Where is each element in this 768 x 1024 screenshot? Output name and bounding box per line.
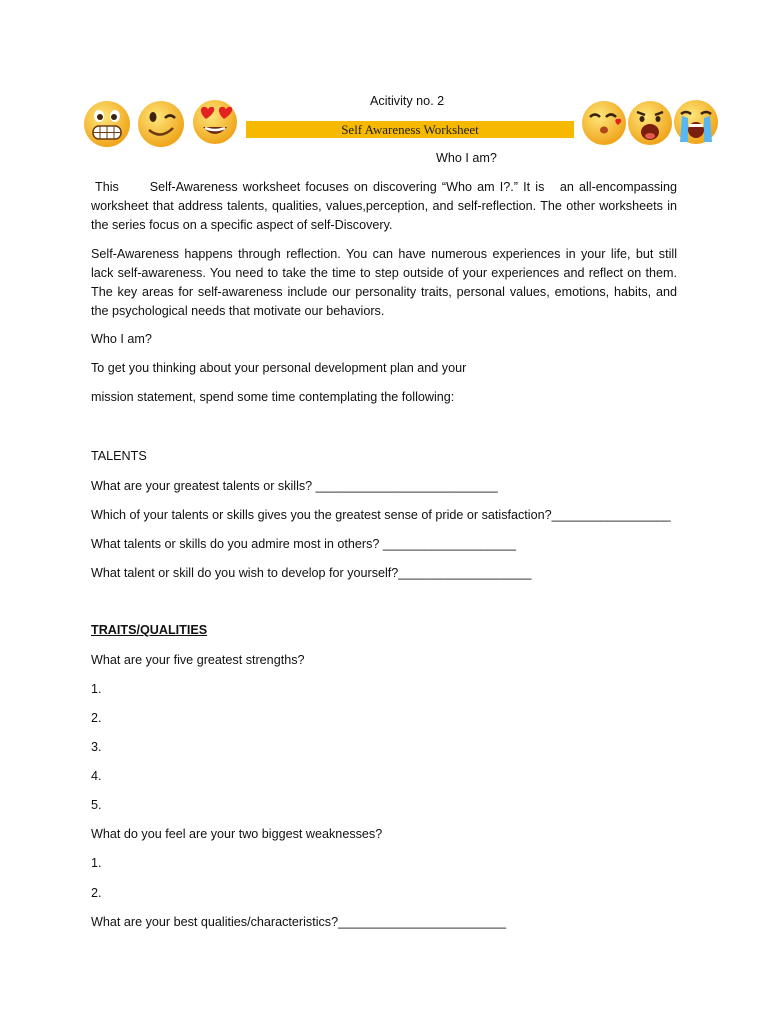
weakness-item: 2.	[91, 886, 102, 900]
traits-question-1: What are your five greatest strengths?	[91, 653, 305, 667]
intro-line-1: To get you thinking about your personal development plan and your	[91, 361, 467, 375]
intro-line-2: mission statement, spend some time contemplating the following:	[91, 390, 455, 404]
activity-label: Acitivity no. 2	[370, 94, 445, 108]
crying-face-icon	[672, 98, 720, 146]
talents-question-3: What talents or skills do you admire most in others? ___________________	[91, 537, 516, 551]
traits-question-3: What are your best qualities/characteristics?________________________	[91, 915, 507, 929]
strength-item: 2.	[91, 711, 102, 725]
weakness-item: 1.	[91, 856, 102, 870]
traits-heading: TRAITS/QUALITIES	[91, 623, 208, 637]
talents-heading: TALENTS	[91, 449, 147, 463]
heart-eyes-face-icon	[191, 97, 239, 145]
intro-paragraph-2: Self-Awareness happens through reflection. You can have numerous experiences in your life, but still lack self-awareness. You need to take the time to step outside of your experiences and reflect on them. The key areas for self-awareness include our personality traits, personal values, emotions, habits, and the psychological needs that motivate our behaviors.	[91, 247, 677, 318]
kissing-face-icon	[580, 99, 628, 147]
who-i-am-line: Who I am?	[91, 332, 152, 346]
strength-item: 3.	[91, 740, 102, 754]
traits-question-2: What do you feel are your two biggest weaknesses?	[91, 827, 383, 841]
winking-face-icon	[137, 100, 185, 148]
strength-item: 5.	[91, 798, 102, 812]
strength-item: 1.	[91, 682, 102, 696]
strength-item: 4.	[91, 769, 102, 783]
talents-question-4: What talent or skill do you wish to develop for yourself?___________________	[91, 566, 532, 580]
talents-question-1: What are your greatest talents or skills? __________________________	[91, 479, 498, 493]
intro-paragraph-1: This Self-Awareness worksheet focuses on discovering “Who am I?.” It is an all-encompassing worksheet that address talents, qualities, values,perception, and self-reflection. The other worksheets in the series focus on a specific aspect of self-Discovery.	[91, 180, 681, 232]
grinning-face-icon	[83, 100, 131, 148]
worksheet-title: Self Awareness Worksheet	[341, 122, 479, 137]
screaming-face-icon	[626, 99, 674, 147]
worksheet-subtitle: Who I am?	[436, 151, 497, 165]
talents-question-2: Which of your talents or skills gives you the greatest sense of pride or satisfaction?_________________	[91, 508, 671, 522]
